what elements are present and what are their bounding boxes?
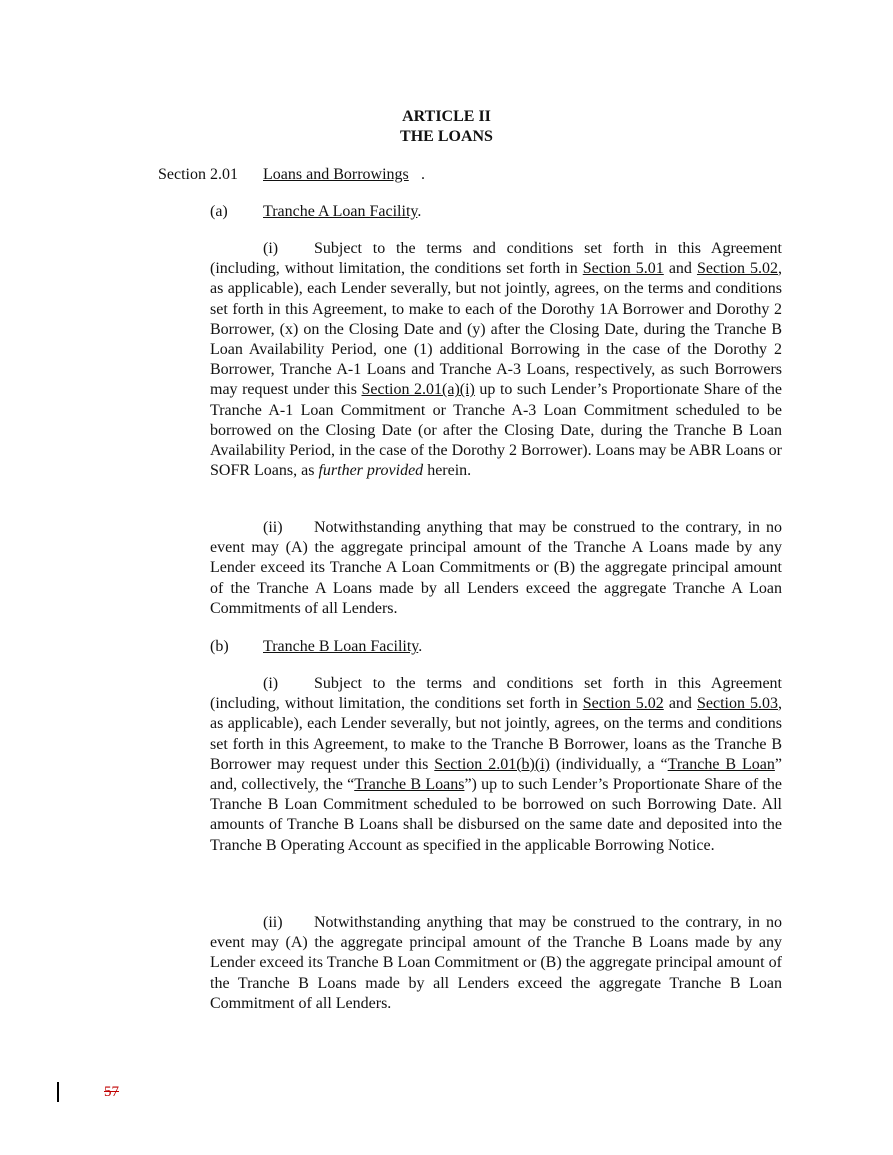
- subsection-b-heading: [210, 637, 229, 657]
- subsection-a-label: (a): [210, 203, 228, 220]
- subsection-b-label: (b): [210, 638, 229, 655]
- paragraph-b-ii-number: (ii): [263, 914, 283, 931]
- section-link[interactable]: Section 5.01: [582, 260, 664, 278]
- article-number: ARTICLE II: [402, 108, 491, 125]
- paragraph-b-i: (i) Subject to the terms and conditions set forth in this Agreement (including, without limitation, the conditions set forth in Section 5.02 and Section 5.03, as applicable), each Lender severally, but not jointly, agrees, on the terms and conditions set forth in this Agreement, to make to the Tranche B Borrower, loans as the Tranche B Borrower may request under this Section 2.01(b)(i) (individually, a “Tranche B Loan” and, collectively, the “Tranche B Loans”) up to such Lender’s Proportionate Share of the Tranche B Loan Commitment scheduled to be borrowed on such Borrowing Date. All amounts of Tranche B Loans shall be disbursed on the same date and deposited into the Tranche B Operating Account as specified in the applicable Borrowing Notice.: [210, 675, 783, 854]
- paragraph-b-ii: (ii) Notwithstanding anything that may be construed to the contrary, in no event may (A) the aggregate principal amount of the Tranche B Loans made by any Lender exceed its Tranche B Loan Commitment or (B) the aggregate principal amount of the Tranche B Loans made by all Lenders exceed the aggregate Tranche B Loan Commitment of all Lenders.: [210, 914, 782, 1012]
- section-number: Section 2.01: [158, 166, 238, 183]
- paragraph-a-i-number: (i): [263, 240, 279, 257]
- section-heading: Section 2.01 Loans and Borrowings .: [158, 166, 425, 183]
- subsection-a-heading: [210, 202, 228, 222]
- defined-term: Tranche B Loans: [354, 776, 465, 794]
- article-title: THE LOANS: [400, 128, 493, 145]
- defined-term: Tranche B Loan: [667, 755, 775, 773]
- paragraph-a-i: (i) Subject to the terms and conditions set forth in this Agreement (including, without limitation, the conditions set forth in Section 5.01 and Section 5.02, as applicable), each Lender severally, but not jointly, agrees, on the terms and conditions set forth in this Agreement, to make to each of the Dorothy 1A Borrower and Dorothy 2 Borrower, (x) on the Closing Date and (y) after the Closing Date, during the Tranche B Loan Availability Period, one (1) additional Borrowing in the case of the Dorothy 2 Borrower, Tranche A-1 Loans and Tranche A-3 Loans, respectively, as such Borrowers may request under this Section 2.01(a)(i) up to such Lender’s Proportionate Share of the Tranche A-1 Loan Commitment or Tranche A-3 Loan Commitment scheduled to be borrowed on the Closing Date (or after the Closing Date, during the Tranche B Loan Availability Period, in the case of the Dorothy 2 Borrower). Loans may be ABR Loans or SOFR Loans, as further provided herein.: [210, 240, 783, 480]
- subsection-b-title: Tranche B Loan Facility.: [263, 638, 423, 655]
- paragraph-a-ii: (ii) Notwithstanding anything that may be construed to the contrary, in no event may (A) the aggregate principal amount of the Tranche A Loans made by any Lender exceed its Tranche A Loan Commitments or (B) the aggregate principal amount of the Tranche A Loans made by all Lenders exceed the aggregate Tranche A Loan Commitments of all Lenders.: [210, 519, 782, 617]
- section-link[interactable]: Section 5.02: [582, 695, 664, 713]
- section-link[interactable]: Section 5.02: [696, 260, 779, 278]
- section-link[interactable]: Section 5.03: [696, 695, 779, 713]
- section-link[interactable]: Section 2.01(a)(i): [361, 381, 475, 399]
- section-title: Loans and Borrowings: [263, 166, 409, 183]
- revision-bar: [57, 1082, 59, 1102]
- paragraph-a-ii-number: (ii): [263, 519, 283, 536]
- subsection-a-title: Tranche A Loan Facility.: [263, 203, 422, 220]
- section-link[interactable]: Section 2.01(b)(i): [434, 755, 550, 773]
- page-number: 57: [104, 1084, 119, 1100]
- paragraph-b-i-number: (i): [263, 675, 279, 692]
